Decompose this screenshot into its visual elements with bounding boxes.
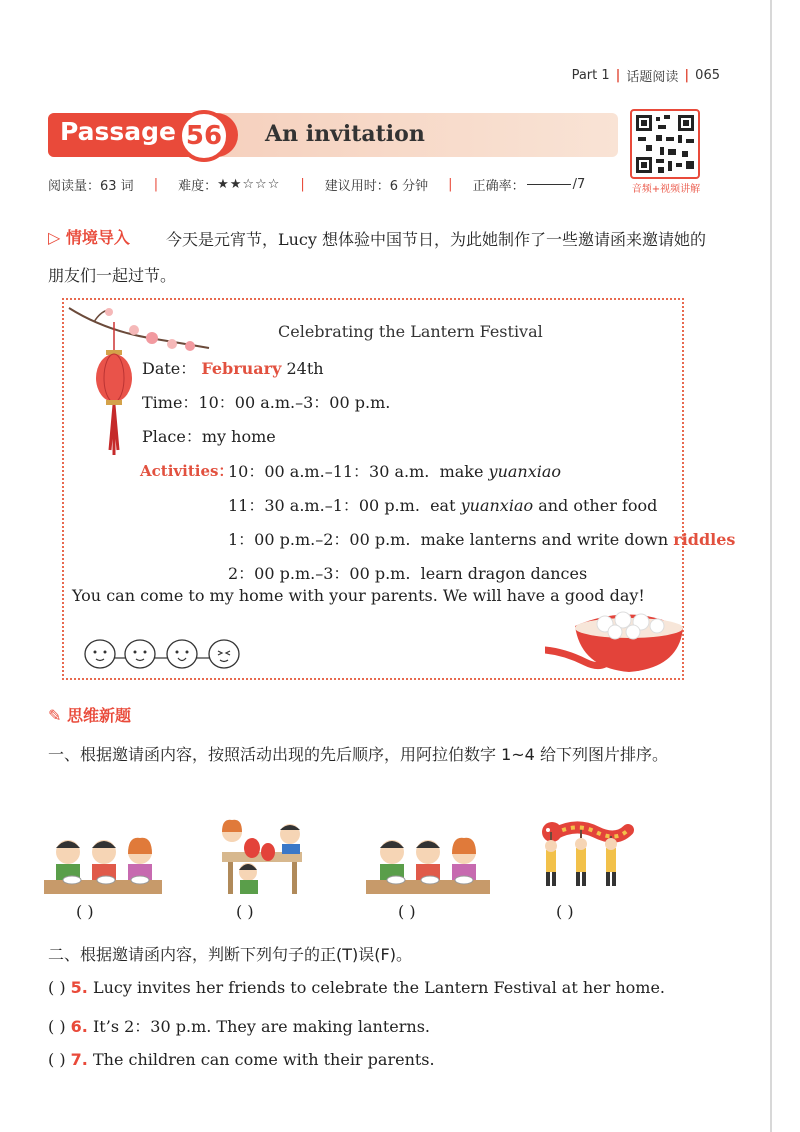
divider: | (153, 177, 159, 192)
date-day: 24th (286, 359, 324, 378)
passage-title: An invitation (265, 121, 425, 147)
activity-row (228, 459, 561, 482)
divider: | (300, 177, 305, 192)
eating-yuanxiao-picture (366, 830, 490, 896)
statement-6 (48, 1014, 430, 1037)
difficulty-label: 难度： (178, 179, 218, 194)
tangyuan-friends-icon (82, 632, 252, 674)
passage-label: Passage (60, 117, 177, 146)
activity-row (228, 493, 657, 516)
date-label: Date： (142, 359, 197, 378)
making-lanterns-picture (212, 818, 320, 898)
intro-text: 今天是元宵节，Lucy 想体验中国节日，为此她制作了一些邀请函来邀请她的朋友们一起过节。 (48, 230, 707, 285)
qr-code-icon[interactable] (630, 109, 700, 179)
answer-blank-3[interactable]: ( ) (398, 902, 416, 921)
activity-row (228, 561, 587, 584)
suggested-time: 建议用时：6 分钟 (324, 179, 429, 194)
activity-row (228, 527, 735, 550)
statement-text: The children can come with their parents. (92, 1050, 435, 1069)
page-edge (770, 0, 772, 1132)
activity-text: make (439, 462, 489, 481)
activity-text: eat (430, 496, 461, 515)
statement-number: 7. (70, 1050, 88, 1069)
statement-number: 5. (70, 978, 88, 997)
divider: | (448, 177, 453, 192)
passage-number: 56 (178, 110, 230, 162)
page-number: 065 (695, 68, 720, 83)
dragon-dance-picture (536, 818, 636, 892)
place-line: Place：my home (142, 427, 276, 446)
activity-text: make lanterns and write down (420, 530, 674, 549)
running-head (520, 66, 720, 85)
date-line (142, 356, 324, 379)
riddles-highlight: riddles (673, 530, 736, 549)
accuracy-blank[interactable] (527, 184, 571, 185)
divider: | (684, 68, 690, 83)
tf-blank[interactable]: ( ) (48, 1017, 66, 1036)
tangyuan-bowl-icon (545, 606, 685, 680)
accuracy-total: /7 (572, 177, 586, 192)
activity-text-tail: and other food (533, 496, 658, 515)
statement-text: It’s 2：30 p.m. They are making lanterns. (92, 1017, 430, 1036)
lightbulb-icon: ✎ (48, 706, 62, 725)
meta-line (48, 175, 618, 194)
time-line: Time：10：00 a.m.–3：00 p.m. (142, 393, 391, 412)
activity-food: yuanxiao (488, 462, 562, 481)
activities-label: Activities： (140, 462, 234, 480)
statement-5 (48, 978, 665, 997)
accuracy-label: 正确率： (472, 179, 525, 194)
activity-time: 11：30 a.m.–1：00 p.m. (228, 496, 420, 515)
section-label: 话题阅读 (626, 70, 679, 85)
kids-eating-picture (44, 830, 162, 896)
star-rating-icon: ★★☆☆☆ (217, 177, 281, 192)
part-label: Part 1 (571, 68, 610, 83)
thinking-heading-label: 思维新题 (66, 706, 131, 725)
thinking-heading (48, 703, 131, 726)
qr-label: 音频+视频讲解 (631, 184, 701, 195)
tf-blank[interactable]: ( ) (48, 1050, 66, 1069)
divider: | (615, 68, 621, 83)
intro-heading-label: 情境导入 (65, 228, 130, 247)
activity-time: 2：00 p.m.–3：00 p.m. (228, 564, 411, 583)
question-2: 二、根据邀请函内容，判断下列句子的正(T)误(F)。 (48, 945, 412, 964)
invitation-title: Celebrating the Lantern Festival (278, 322, 543, 341)
tf-blank[interactable]: ( ) (48, 978, 66, 997)
activity-time: 10：00 a.m.–11：30 a.m. (228, 462, 430, 481)
invitation-closing: You can come to my home with your parents. We will have a good day! (72, 586, 645, 605)
answer-blank-1[interactable]: ( ) (76, 902, 94, 921)
statement-number: 6. (70, 1017, 88, 1036)
answer-blank-2[interactable]: ( ) (236, 902, 254, 921)
statement-text: Lucy invites her friends to celebrate the Lantern Festival at her home. (92, 978, 666, 997)
date-month: February (201, 359, 282, 378)
activity-time: 1：00 p.m.–2：00 p.m. (228, 530, 411, 549)
activity-text: learn dragon dances (420, 564, 588, 583)
play-triangle-icon: ▷ (48, 228, 61, 247)
answer-blank-4[interactable]: ( ) (556, 902, 574, 921)
word-count: 阅读量：63 词 (48, 179, 134, 194)
question-1: 一、根据邀请函内容，按照活动出现的先后顺序，用阿拉伯数字 1~4 给下列图片排序。 (48, 745, 668, 764)
activity-food: yuanxiao (460, 496, 534, 515)
statement-7 (48, 1050, 435, 1069)
